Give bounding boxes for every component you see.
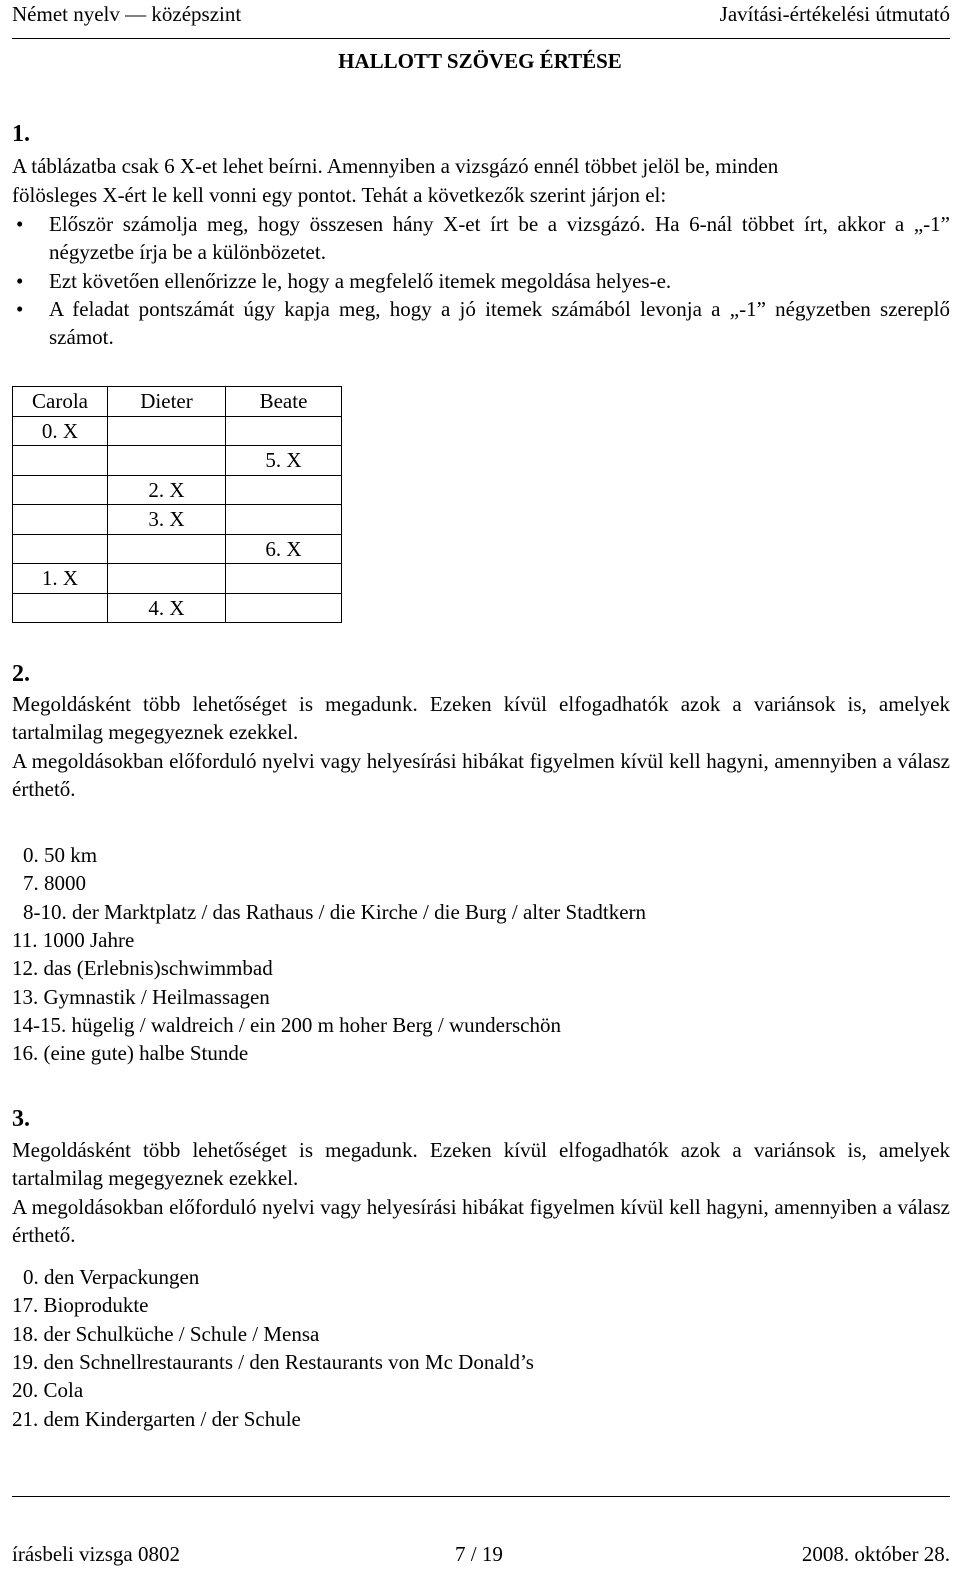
section-1-intro-line-1: A táblázatba csak 6 X-et lehet beírni. Amennyiben a vizsgázó ennél többet jelöl be, minden xyxy=(12,154,779,178)
table-row xyxy=(13,534,342,564)
footer-page-number: 7 / 19 xyxy=(455,1542,503,1566)
grid-cell xyxy=(108,416,226,446)
section-2-note-1: Megoldásként több lehetőséget is megadunk. Ezeken kívül elfogadhatók azok a variánsok is, amelyek tartalmilag megegyeznek ezekkel. xyxy=(12,692,950,745)
header-subject: Német nyelv — középszint xyxy=(12,2,242,26)
list-item: 16. (eine gute) halbe Stunde xyxy=(12,1041,249,1066)
grid-cell xyxy=(226,505,342,535)
list-item: 8-10. der Marktplatz / das Rathaus / die Kirche / die Burg / alter Stadtkern xyxy=(23,899,647,924)
instruction-item: • Először számolja meg, hogy összesen hány X-et írt be a vizsgázó. Ha 6-nál többet írt, akkor a „-1” négyzetbe írja be a különbözetet. xyxy=(12,210,950,267)
section-3-number: 3. xyxy=(12,1106,30,1132)
section-3-answers xyxy=(12,1263,950,1433)
instruction-item: • Ezt követően ellenőrizze le, hogy a megfelelő itemek megoldása helyes-e. xyxy=(12,267,950,295)
answer-grid xyxy=(12,386,342,623)
grid-cell: 2. X xyxy=(108,475,226,505)
grid-cell xyxy=(13,593,108,623)
grid-cell xyxy=(226,564,342,594)
section-3-note-1: Megoldásként több lehetőséget is megadunk. Ezeken kívül elfogadhatók azok a variánsok is, amelyek tartalmilag megegyeznek ezekkel. xyxy=(12,1138,950,1191)
grid-cell: 0. X xyxy=(13,416,108,446)
section-2-number: 2. xyxy=(12,661,30,687)
section-3-note-2: A megoldásokban előforduló nyelvi vagy helyesírási hibákat figyelmen kívül kell hagyni, amennyiben a válasz érthető. xyxy=(12,1195,950,1248)
footer-divider xyxy=(12,1496,950,1497)
table-row xyxy=(13,475,342,505)
table-row xyxy=(13,416,342,446)
section-2-note-2: A megoldásokban előforduló nyelvi vagy helyesírási hibákat figyelmen kívül kell hagyni, amennyiben a válasz érthető. xyxy=(12,749,950,802)
grid-cell xyxy=(13,505,108,535)
table-row xyxy=(13,446,342,476)
grid-cell: 1. X xyxy=(13,564,108,594)
column-header-dieter: Dieter xyxy=(108,387,226,417)
grid-cell: 6. X xyxy=(226,534,342,564)
section-1-number: 1. xyxy=(12,121,30,147)
column-header-carola: Carola xyxy=(13,387,108,417)
column-header-beate: Beate xyxy=(226,387,342,417)
page-title: HALLOTT SZÖVEG ÉRTÉSE xyxy=(338,49,622,73)
list-item: 19. den Schnellrestaurants / den Restaurants von Mc Donald’s xyxy=(12,1350,534,1375)
list-item: 17. Bioprodukte xyxy=(12,1293,149,1318)
grid-cell xyxy=(13,446,108,476)
list-item: 21. dem Kindergarten / der Schule xyxy=(12,1406,301,1431)
grid-cell xyxy=(226,416,342,446)
grid-cell xyxy=(108,446,226,476)
list-item: 0. den Verpackungen xyxy=(23,1265,200,1289)
list-item: 18. der Schulküche / Schule / Mensa xyxy=(12,1321,320,1346)
footer-date: 2008. október 28. xyxy=(801,1542,950,1566)
grid-cell xyxy=(108,534,226,564)
table-row xyxy=(13,505,342,535)
grid-cell: 4. X xyxy=(108,593,226,623)
list-item: 13. Gymnastik / Heilmassagen xyxy=(12,984,270,1009)
list-item: 7. 8000 xyxy=(23,871,86,896)
grid-cell xyxy=(226,593,342,623)
section-2-answers xyxy=(12,841,950,1068)
list-item: 14-15. hügelig / waldreich / ein 200 m hoher Berg / wunderschön xyxy=(12,1013,561,1038)
list-item: 11. 1000 Jahre xyxy=(12,928,135,953)
footer-exam-code: írásbeli vizsga 0802 xyxy=(12,1542,180,1566)
table-row xyxy=(13,564,342,594)
section-1-intro-line-2: fölösleges X-ért le kell vonni egy pontot. Tehát a következők szerint járjon el: xyxy=(12,183,667,207)
grid-cell xyxy=(13,534,108,564)
answer-grid-header-row xyxy=(13,387,342,417)
grid-cell: 3. X xyxy=(108,505,226,535)
instruction-item: • A feladat pontszámát úgy kapja meg, hogy a jó itemek számából levonja a „-1” négyzetben szereplő számot. xyxy=(12,295,950,352)
section-1-instructions xyxy=(12,210,950,352)
list-item: 20. Cola xyxy=(12,1378,84,1403)
header-guide-title: Javítási-értékelési útmutató xyxy=(719,2,950,26)
list-item: 0. 50 km xyxy=(23,843,98,867)
grid-cell xyxy=(13,475,108,505)
list-item: 12. das (Erlebnis)schwimmbad xyxy=(12,956,273,981)
grid-cell: 5. X xyxy=(226,446,342,476)
grid-cell xyxy=(108,564,226,594)
header-divider xyxy=(12,38,950,39)
table-row xyxy=(13,593,342,623)
grid-cell xyxy=(226,475,342,505)
